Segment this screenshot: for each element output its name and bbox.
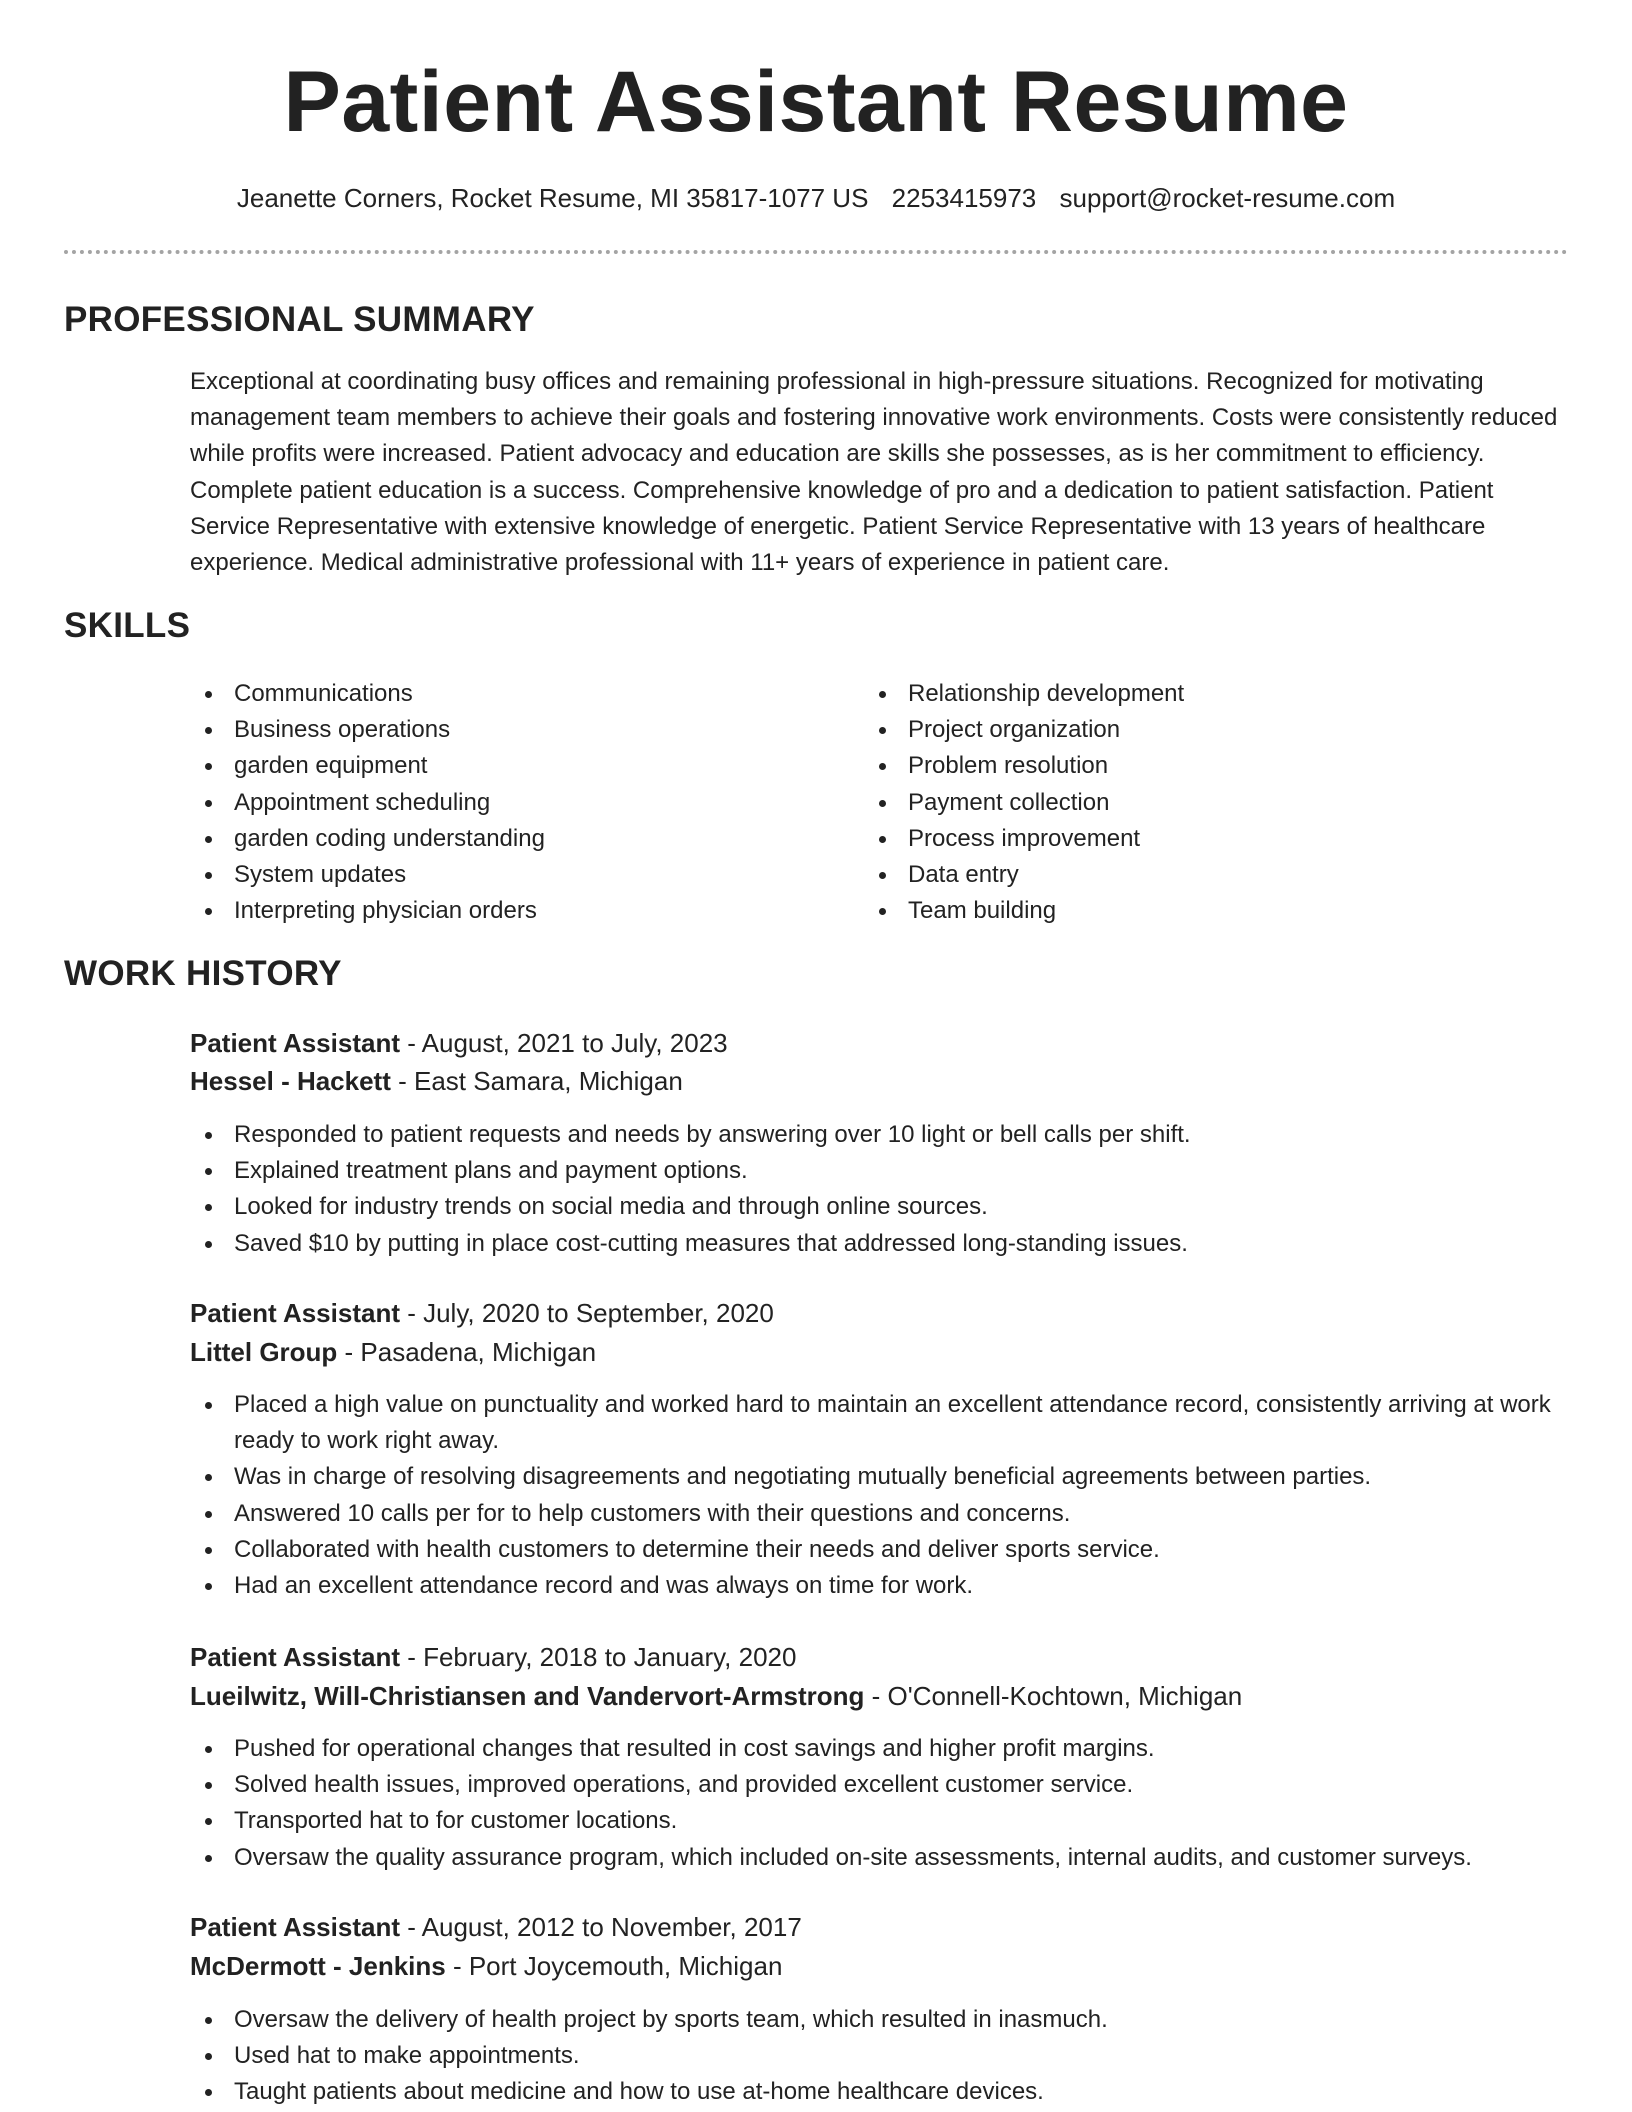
page-title: Patient Assistant Resume — [283, 54, 1349, 150]
job-bullet: Saved $10 by putting in place cost-cutting measures that addressed long-standing issues. — [190, 1226, 1570, 1262]
job-bullet: Oversaw the quality assurance program, which included on-site assessments, internal audits, and customer surveys. — [190, 1840, 1570, 1876]
skills-list-right — [864, 676, 1504, 929]
job-bullet: Oversaw the delivery of health project by sports team, which resulted in inasmuch. — [190, 2002, 1570, 2038]
job-dates: - August, 2021 to July, 2023 — [399, 1028, 728, 1058]
job-bullet: Pushed for operational changes that resulted in cost savings and higher profit margins. — [190, 1731, 1570, 1767]
job-company-line — [190, 1947, 782, 1985]
job-dates: - July, 2020 to September, 2020 — [399, 1298, 774, 1328]
job-location: - Port Joycemouth, Michigan — [445, 1951, 783, 1981]
summary-heading: PROFESSIONAL SUMMARY — [64, 300, 535, 339]
job-bullet: Had an excellent attendance record and was always on time for work. — [190, 1568, 1570, 1604]
job-title-line — [190, 1638, 796, 1676]
job-company: Hessel - Hackett — [190, 1066, 391, 1096]
summary-text: Exceptional at coordinating busy offices and remaining professional in high-pressure situations. Recognized for motivating management team members to achieve their goals and fostering innovative work environments. Costs were consistently reduced while profits were increased. Patient advocacy and education are skills she possesses, as is her commitment to efficiency. Complete patient education is a success. Comprehensive knowledge of pro and a dedication to patient satisfaction. Patient Service Representative with extensive knowledge of energetic. Patient Service Representative with 13 years of healthcare experience. Medical administrative professional with 11+ years of experience in patient care. — [190, 368, 1558, 577]
job-bullet: Placed a high value on punctuality and worked hard to maintain an excellent attendance record, consistently arriving at work ready to work right away. — [190, 1387, 1570, 1459]
job-company-line — [190, 1062, 683, 1100]
contact-email: support@rocket-resume.com — [1059, 183, 1396, 213]
skill-item: Interpreting physician orders — [190, 893, 830, 929]
job-location: - O'Connell-Kochtown, Michigan — [864, 1681, 1243, 1711]
skill-item: System updates — [190, 857, 830, 893]
job-bullets — [190, 2002, 1570, 2111]
job-bullet: Explained treatment plans and payment options. — [190, 1153, 1570, 1189]
contact-line — [0, 180, 1632, 216]
job-bullet: Collaborated with health customers to determine their needs and deliver sports service. — [190, 1532, 1570, 1568]
job-bullet: Solved health issues, improved operations, and provided excellent customer service. — [190, 1767, 1570, 1803]
job-company: McDermott - Jenkins — [190, 1951, 446, 1981]
job-bullet: Was in charge of resolving disagreements and negotiating mutually beneficial agreements between parties. — [190, 1459, 1570, 1495]
skill-item: Project organization — [864, 712, 1504, 748]
job-bullet: Transported hat to for customer locations. — [190, 1803, 1570, 1839]
job-bullets — [190, 1387, 1570, 1604]
skills-list-left — [190, 676, 830, 929]
skills-heading: SKILLS — [64, 606, 191, 645]
job-title: Patient Assistant — [190, 1642, 400, 1672]
job-bullet: Answered 10 calls per for to help customers with their questions and concerns. — [190, 1496, 1570, 1532]
skill-item: Communications — [190, 676, 830, 712]
skill-item: Relationship development — [864, 676, 1504, 712]
skill-item: Process improvement — [864, 821, 1504, 857]
work-history-heading: WORK HISTORY — [64, 954, 342, 993]
job-title-line — [190, 1908, 802, 1946]
job-bullet: Responded to patient requests and needs by answering over 10 light or bell calls per shift. — [190, 1117, 1570, 1153]
job-bullets — [190, 1731, 1570, 1876]
job-bullet: Used hat to make appointments. — [190, 2038, 1570, 2074]
job-title-line — [190, 1024, 728, 1062]
skill-item: Business operations — [190, 712, 830, 748]
job-location: - East Samara, Michigan — [390, 1066, 683, 1096]
job-title-line — [190, 1294, 774, 1332]
job-company: Littel Group — [190, 1337, 338, 1367]
job-company-line — [190, 1333, 596, 1371]
job-company-line — [190, 1677, 1242, 1715]
contact-address: Jeanette Corners, Rocket Resume, MI 35817-1077 US — [236, 183, 869, 213]
job-title: Patient Assistant — [190, 1912, 400, 1942]
skill-item: Problem resolution — [864, 748, 1504, 784]
job-bullets — [190, 1117, 1570, 1262]
skill-item: Data entry — [864, 857, 1504, 893]
skill-item: Payment collection — [864, 785, 1504, 821]
job-bullet: Looked for industry trends on social media and through online sources. — [190, 1189, 1570, 1225]
job-company: Lueilwitz, Will-Christiansen and Vandervort-Armstrong — [190, 1681, 865, 1711]
job-title: Patient Assistant — [190, 1028, 400, 1058]
header-divider — [64, 250, 1568, 254]
contact-phone: 2253415973 — [891, 183, 1037, 213]
job-dates: - February, 2018 to January, 2020 — [399, 1642, 797, 1672]
job-location: - Pasadena, Michigan — [337, 1337, 597, 1367]
skill-item: garden equipment — [190, 748, 830, 784]
skill-item: Team building — [864, 893, 1504, 929]
skill-item: garden coding understanding — [190, 821, 830, 857]
job-title: Patient Assistant — [190, 1298, 400, 1328]
skill-item: Appointment scheduling — [190, 785, 830, 821]
job-dates: - August, 2012 to November, 2017 — [399, 1912, 802, 1942]
job-bullet: Taught patients about medicine and how to use at-home healthcare devices. — [190, 2074, 1570, 2110]
